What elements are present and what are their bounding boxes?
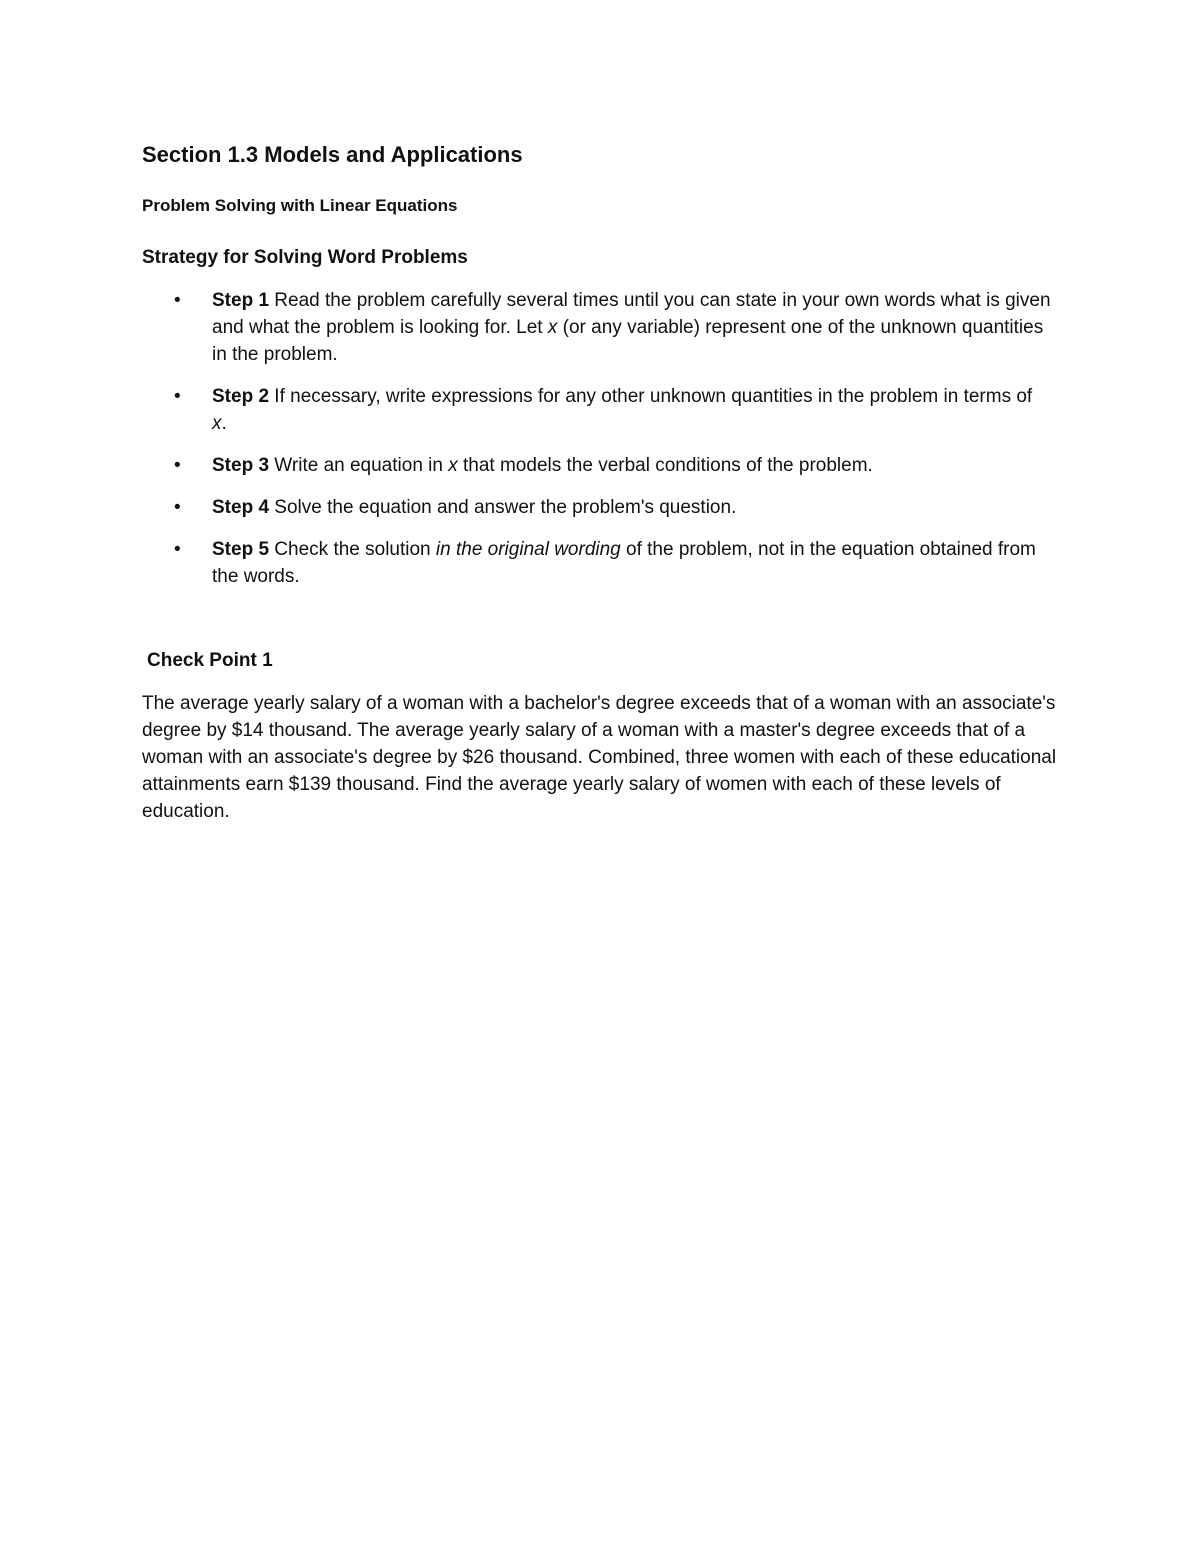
- step-label: Step 5: [212, 539, 270, 560]
- step-item-2: [0, 383, 1052, 437]
- bullet-icon: •: [174, 386, 181, 407]
- bullet-icon: •: [174, 497, 181, 518]
- step-label: Step 1: [212, 290, 270, 311]
- step-text: of the problem, not in the equation obtained from the words.: [212, 539, 1036, 587]
- step-text: Solve the equation and answer the problem's question.: [269, 497, 737, 518]
- checkpoint-heading: Check Point 1: [147, 650, 273, 671]
- bullet-icon: •: [174, 539, 181, 560]
- step-italic-text: x: [547, 317, 558, 338]
- bullet-icon: •: [174, 290, 181, 311]
- step-item-4: [0, 494, 1052, 521]
- subheading: Problem Solving with Linear Equations: [142, 196, 458, 215]
- bullet-icon: •: [174, 455, 181, 476]
- step-label: Step 2: [212, 386, 270, 407]
- step-text: (or any variable) represent one of the unknown quantities in the problem.: [212, 317, 1044, 365]
- step-italic-text: x: [448, 455, 458, 476]
- step-label: Step 3: [212, 455, 270, 476]
- step-italic-text: x: [212, 413, 222, 434]
- step-text: Check the solution: [269, 539, 436, 560]
- steps-list: [0, 287, 1200, 605]
- step-text: .: [221, 413, 227, 434]
- step-text: Read the problem carefully several times until you can state in your own words what is given and what the problem is looking for. Let: [212, 290, 1051, 338]
- step-item-5: [0, 536, 1052, 590]
- step-text: that models the verbal conditions of the problem.: [457, 455, 873, 476]
- step-text: Write an equation in: [269, 455, 449, 476]
- strategy-heading: Strategy for Solving Word Problems: [142, 247, 468, 268]
- step-text: If necessary, write expressions for any other unknown quantities in the problem in terms of: [269, 386, 1033, 407]
- step-label: Step 4: [212, 497, 270, 518]
- problem-text: The average yearly salary of a woman with a bachelor's degree exceeds that of a woman with an associate's degree by $14 thousand. The average yearly salary of a woman with a master's degree exceeds that of a woman with an associate's degree by $26 thousand. Combined, three women with each of these educational attainments earn $139 thousand. Find the average yearly salary of women with each of these levels of education.: [142, 693, 1057, 822]
- step-item-3: [0, 452, 1052, 479]
- section-title: Section 1.3 Models and Applications: [142, 142, 523, 167]
- step-item-1: [0, 287, 1052, 368]
- step-italic-text: in the original wording: [435, 539, 621, 560]
